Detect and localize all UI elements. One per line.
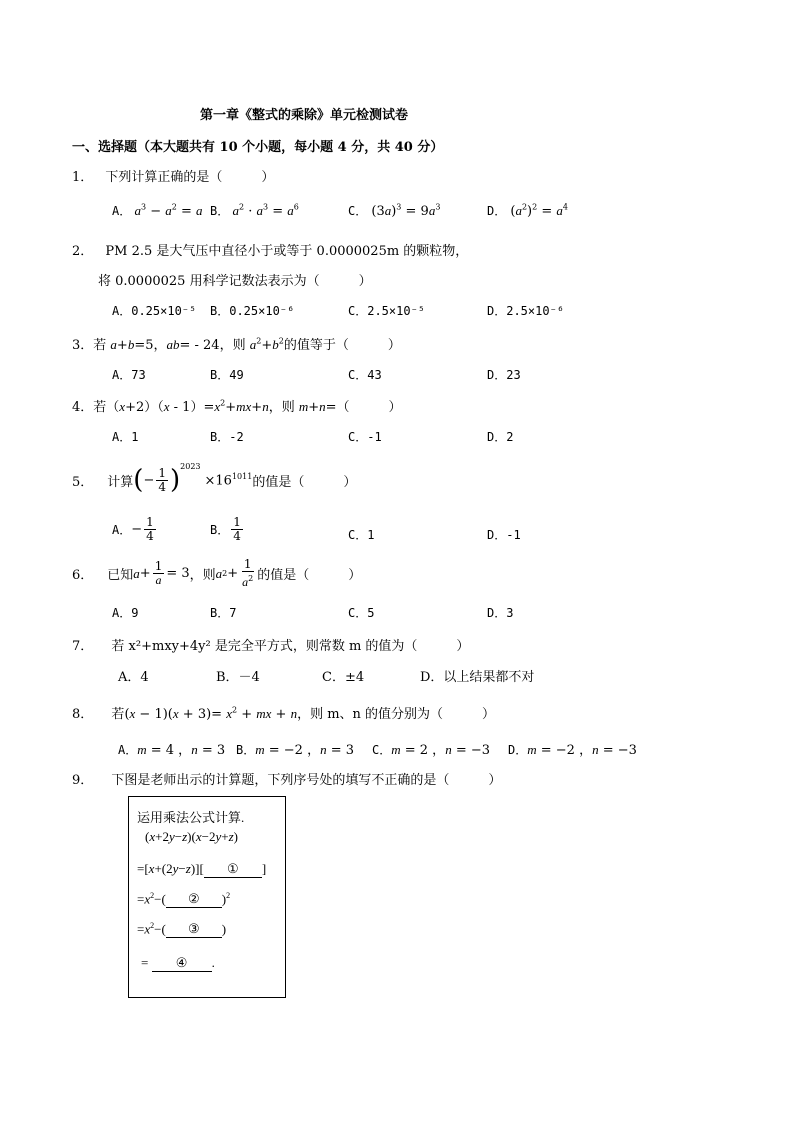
q3-option-d[interactable]: D．23 — [487, 368, 521, 382]
q3-option-c[interactable]: C．43 — [348, 368, 382, 382]
q1-option-c[interactable]: C． $(3a)^3 = 9a^3$ — [348, 202, 441, 219]
question-7: 7． 若 x²+mxy+4y² 是完全平方式，则常数 m 的值为（ ） — [72, 639, 470, 654]
question-2-line-2: 将 0.0000025 用科学记数法表示为（ ） — [98, 274, 372, 289]
question-8: 8． 若$(x - 1)(x + 3)= x^2$ + mx + n，则 m、n 的值分别为（ ） — [72, 705, 496, 722]
q5-option-c[interactable]: C．1 — [348, 528, 375, 542]
question-2 — [72, 240, 468, 259]
question-4: 4．若$(x+2)(x - 1)=x^2+mx+n$，则 m+n=（ ） — [72, 398, 402, 415]
question-1 — [72, 166, 274, 185]
question-9: 9． 下图是老师出示的计算题，下列序号处的填写不正确的是（ ） — [72, 773, 502, 788]
q8-option-c[interactable]: C．m = 2 ，n = −3 — [372, 742, 491, 758]
question-number: 2． — [72, 244, 94, 259]
calculation-box — [128, 796, 286, 998]
q5-option-a[interactable]: A． − $\frac{1}{4}$ — [112, 515, 154, 543]
question-number: 1． — [72, 170, 94, 185]
q7-option-b[interactable]: B．－4 — [216, 670, 260, 685]
box-heading: 运用乘法公式计算. — [137, 810, 245, 825]
q6-option-a[interactable]: A．9 — [112, 606, 139, 620]
blank-1: ① — [204, 861, 262, 878]
q6-option-c[interactable]: C．5 — [348, 606, 375, 620]
q5-option-d[interactable]: D．-1 — [487, 528, 521, 542]
question-stem: PM 2.5 是大气压中直径小于或等于 0.0000025m 的颗粒物， — [105, 244, 469, 259]
q1-option-a[interactable]: A． $a^3 - a^2 = a$ — [112, 202, 203, 219]
question-stem: 下列计算正确的是（ ） — [105, 170, 275, 185]
question-6: 6． 已知 a + $\frac{1}{a}$ = 3 ，则 a 2 + $\frac{1}{a^2}$ 的值是（ ） — [72, 557, 362, 589]
q6-option-d[interactable]: D．3 — [487, 606, 514, 620]
blank-4: ④ — [152, 955, 212, 972]
q2-option-a[interactable]: A．0.25×10⁻⁵ — [112, 304, 197, 318]
blank-2: ② — [166, 891, 222, 908]
question-3: 3．若 a+b=5，ab= - 24，则 $a^2+b^2$的值等于（ ） — [72, 336, 401, 353]
q8-option-d[interactable]: D．m = −2 ，n = −3 — [508, 742, 637, 758]
box-step-4: = ④ . — [141, 955, 215, 970]
q2-option-b[interactable]: B．0.25×10⁻⁶ — [210, 304, 295, 318]
q1-option-b[interactable]: B． $a^2 \cdot a^3 = a^6$ — [210, 202, 299, 219]
q7-option-a[interactable]: A．4 — [118, 670, 149, 685]
q2-option-d[interactable]: D．2.5×10⁻⁶ — [487, 304, 565, 318]
blank-3: ③ — [166, 921, 222, 938]
box-step-2: $=x^2-$( ② )$^2$ — [137, 891, 231, 907]
q2-option-c[interactable]: C．2.5×10⁻⁵ — [348, 304, 426, 318]
page-title: 第一章《整式的乘除》单元检测试卷 — [200, 108, 409, 123]
q6-option-b[interactable]: B．7 — [210, 606, 237, 620]
section-heading: 一、选择题（本大题共有 10 个小题，每小题 4 分，共 40 分） — [72, 140, 444, 155]
box-expression: (x+2y−z)(x−2y+z) — [145, 829, 238, 844]
q4-option-b[interactable]: B．-2 — [210, 430, 244, 444]
q4-option-a[interactable]: A．1 — [112, 430, 139, 444]
q5-option-b[interactable]: B． $\frac{1}{4}$ — [210, 515, 241, 543]
q7-option-c[interactable]: C．±4 — [322, 670, 365, 685]
q3-option-b[interactable]: B．49 — [210, 368, 244, 382]
question-5: 5． 计算 ( − $\frac{1}{4}$ ) $^{2023}$ $\times 16^{1011}$ 的值是（ ） — [72, 462, 357, 495]
q4-option-d[interactable]: D．2 — [487, 430, 514, 444]
box-step-1: =[x+(2y−z)][ ① ] — [137, 861, 267, 876]
q4-option-c[interactable]: C．-1 — [348, 430, 382, 444]
q3-option-a[interactable]: A．73 — [112, 368, 146, 382]
box-step-3: $=x^2-$( ③ ) — [137, 921, 227, 937]
q7-option-d[interactable]: D．以上结果都不对 — [420, 670, 535, 685]
q1-option-d[interactable]: D． $(a^2)^2 = a^4$ — [487, 202, 568, 219]
q8-option-a[interactable]: A．m = 4 ，n = 3 — [118, 742, 226, 758]
q8-option-b[interactable]: B．m = −2 ，n = 3 — [236, 742, 355, 758]
